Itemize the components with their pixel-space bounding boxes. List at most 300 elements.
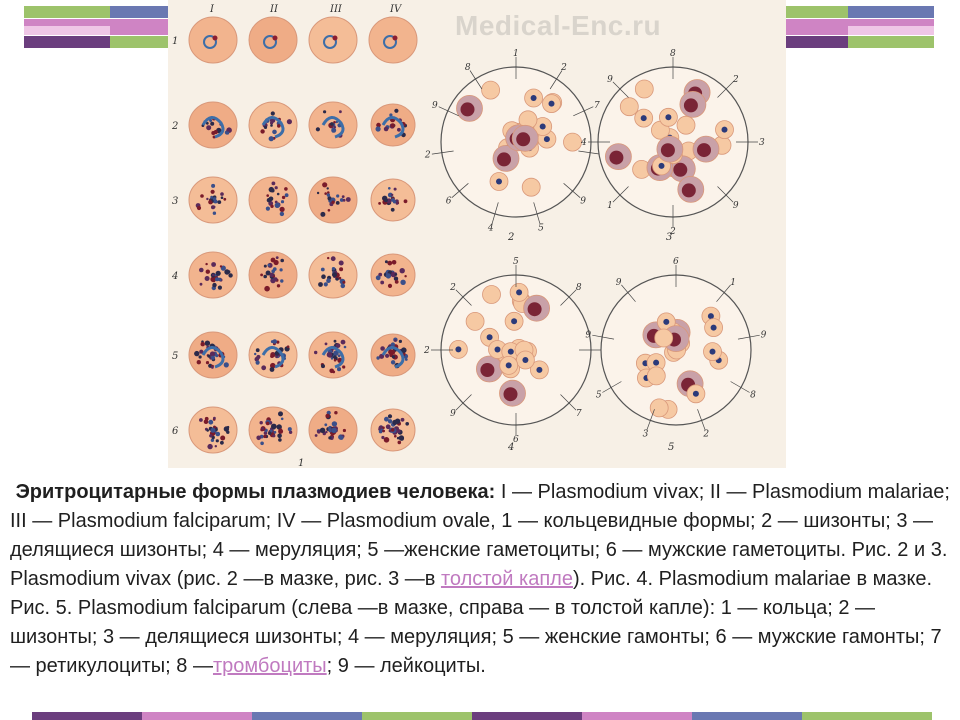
pigment-dot	[334, 359, 337, 362]
pigment-dot	[287, 119, 292, 124]
pigment-dot	[216, 271, 221, 276]
pigment-dot	[386, 424, 391, 429]
leukocyte-nucleus	[684, 98, 698, 112]
parasite-dot	[663, 319, 669, 325]
pigment-dot	[344, 346, 347, 349]
pigment-dot	[388, 284, 392, 288]
pigment-dot	[210, 122, 214, 126]
leukocyte-nucleus	[609, 151, 623, 165]
stripe	[786, 6, 848, 18]
pigment-dot	[343, 429, 346, 432]
pigment-dot	[220, 265, 222, 267]
pigment-dot	[272, 434, 275, 437]
parasite-dot	[511, 318, 517, 324]
pigment-dot	[271, 340, 274, 343]
stripe	[362, 712, 472, 720]
callout-number: 9	[585, 330, 592, 341]
pigment-dot	[343, 199, 346, 202]
pigment-dot	[205, 276, 210, 281]
pigment-dot	[321, 268, 325, 272]
pigment-dot	[206, 361, 209, 364]
blood-cell	[466, 312, 484, 330]
pigment-dot	[327, 193, 330, 196]
pigment-dot	[400, 280, 405, 285]
pigment-dot	[378, 202, 381, 205]
red-blood-cell	[189, 17, 237, 63]
pigment-dot	[339, 261, 344, 266]
row-label: 4	[172, 271, 179, 282]
pigment-dot	[280, 259, 284, 263]
pigment-dot	[384, 127, 389, 132]
pigment-dot	[270, 274, 273, 277]
pigment-dot	[226, 131, 229, 134]
pigment-dot	[334, 126, 336, 128]
pigment-dot	[401, 418, 405, 422]
pigment-dot	[329, 369, 334, 374]
pigment-dot	[280, 268, 283, 271]
callout-number: 6	[673, 257, 679, 267]
chromatin-dot	[333, 36, 338, 41]
pigment-dot	[339, 110, 342, 113]
panel-number: 2	[508, 232, 515, 243]
pigment-dot	[270, 354, 274, 358]
stripe	[142, 712, 252, 720]
pigment-dot	[220, 192, 224, 196]
pigment-dot	[392, 260, 397, 265]
pigment-dot	[382, 430, 385, 433]
pigment-dot	[342, 365, 345, 368]
caption-part-2: ). Рис. 4. Plasmodium malariae в мазке. Рис. 5. Plasmodium falciparum (слева —в мазке, справа — в толстой капле): 1 — кольца; 2 — шизонты; 3 — делящиеся шизонты; 4 — меруляция; 5 — женские гамонты; 6 — мужские гамонты; 7 — ретикулоциты; 8 —	[10, 568, 942, 677]
callout-number: 2	[424, 346, 430, 356]
callout-number: 9	[615, 277, 622, 288]
leukocyte-nucleus	[673, 163, 687, 177]
callout-number: 5	[513, 257, 519, 267]
pigment-dot	[200, 283, 203, 286]
callout-number: 9	[607, 75, 613, 86]
pigment-dot	[324, 423, 327, 426]
pigment-dot	[327, 352, 332, 357]
column-label: IV	[390, 4, 402, 15]
pigment-dot	[336, 194, 339, 197]
pigment-dot	[332, 267, 335, 270]
callout-number: 8	[575, 283, 582, 294]
pigment-dot	[206, 270, 210, 274]
pigment-dot	[341, 284, 346, 289]
callout-number: 4	[581, 138, 587, 148]
panel-number: 5	[668, 442, 675, 453]
row-label: 6	[172, 426, 179, 437]
pigment-dot	[213, 417, 216, 420]
pigment-dot	[391, 208, 395, 212]
pigment-dot	[391, 428, 395, 432]
parasite-dot	[722, 127, 728, 133]
pigment-dot	[270, 367, 275, 372]
pigment-dot	[277, 284, 280, 287]
pigment-dot	[331, 256, 336, 261]
stripe	[848, 36, 934, 48]
pigment-dot	[210, 196, 213, 199]
callout-number: 9	[450, 408, 456, 419]
pigment-dot	[289, 431, 292, 434]
pigment-dot	[339, 277, 342, 280]
pigment-dot	[320, 428, 325, 433]
pigment-dot	[400, 437, 404, 441]
pigment-dot	[206, 429, 209, 432]
callout-number: 5	[538, 223, 544, 234]
pigment-dot	[269, 197, 274, 202]
red-blood-cell	[249, 17, 297, 63]
pigment-dot	[207, 444, 212, 449]
caption-text	[10, 478, 950, 681]
pigment-dot	[275, 355, 278, 358]
illustration-svg	[168, 0, 786, 468]
parasite-dot	[540, 124, 546, 130]
pigment-dot	[278, 438, 282, 442]
parasite-dot	[455, 346, 461, 352]
row-label: 2	[172, 121, 179, 132]
pigment-dot	[397, 429, 401, 433]
pigment-dot	[279, 428, 282, 431]
pigment-dot	[227, 270, 230, 273]
pigment-dot	[261, 365, 266, 370]
pigment-dot	[211, 190, 215, 194]
pigment-dot	[194, 351, 199, 356]
pigment-dot	[216, 439, 219, 442]
pigment-dot	[320, 212, 325, 217]
pigment-dot	[270, 205, 273, 208]
red-blood-cell	[249, 102, 297, 148]
pigment-dot	[280, 207, 285, 212]
pigment-dot	[379, 430, 383, 434]
chromatin-dot	[273, 36, 278, 41]
pigment-dot	[277, 434, 282, 439]
pigment-dot	[206, 125, 211, 130]
pigment-dot	[201, 342, 205, 346]
pigment-dot	[280, 279, 283, 282]
blood-cell	[620, 98, 638, 116]
pigment-dot	[325, 414, 329, 418]
callout-number: 6	[513, 435, 519, 445]
stripe	[848, 6, 934, 18]
pigment-dot	[256, 361, 260, 365]
pigment-dot	[391, 350, 396, 355]
pigment-dot	[260, 421, 263, 424]
stripe	[582, 712, 692, 720]
column-label: I	[210, 4, 214, 15]
leukocyte-nucleus	[682, 183, 696, 197]
pigment-dot	[397, 128, 401, 132]
parasite-dot	[665, 114, 671, 120]
stripe	[692, 712, 802, 720]
caption-title: Эритроцитарные формы плазмодиев человека:	[15, 481, 496, 503]
pigment-dot	[391, 123, 395, 127]
plasmodium-illustration	[168, 0, 786, 468]
pigment-dot	[405, 422, 409, 426]
parasite-dot	[641, 115, 647, 121]
blood-cell	[564, 133, 582, 151]
pigment-dot	[215, 445, 217, 447]
pigment-dot	[271, 424, 277, 430]
pigment-dot	[322, 182, 327, 187]
pigment-dot	[398, 441, 402, 445]
row-label: 5	[172, 351, 179, 362]
pigment-dot	[394, 339, 397, 342]
pigment-dot	[212, 274, 214, 276]
pigment-dot	[206, 198, 208, 200]
pigment-dot	[332, 272, 337, 277]
pigment-dot	[268, 432, 271, 435]
pigment-dot	[277, 124, 281, 128]
stripe	[802, 712, 932, 720]
callout-number: 2	[424, 150, 431, 161]
pigment-dot	[256, 436, 261, 441]
callout-number: 7	[594, 101, 600, 111]
callout-number: 3	[759, 138, 765, 148]
pigment-dot	[199, 268, 204, 273]
pigment-dot	[395, 280, 399, 284]
pigment-dot	[211, 428, 216, 433]
pigment-dot	[321, 364, 325, 368]
pigment-dot	[274, 431, 277, 434]
pigment-dot	[316, 127, 320, 131]
callout-number: 1	[513, 49, 519, 59]
pigment-dot	[209, 434, 212, 437]
callout-number: 9	[432, 101, 438, 111]
pigment-dot	[281, 200, 284, 203]
red-blood-cell	[369, 17, 417, 63]
pigment-dot	[220, 436, 225, 441]
pigment-dot	[213, 206, 216, 209]
stripe	[848, 26, 934, 35]
pigment-dot	[323, 110, 326, 113]
leukocyte-nucleus	[461, 102, 475, 116]
pigment-dot	[387, 261, 392, 266]
pigment-dot	[331, 201, 334, 204]
pigment-dot	[317, 192, 319, 194]
chromatin-dot	[393, 36, 398, 41]
pigment-dot	[270, 124, 273, 127]
pigment-dot	[342, 281, 345, 284]
pigment-dot	[205, 417, 209, 421]
pigment-dot	[212, 283, 216, 287]
blood-cell	[677, 116, 695, 134]
pigment-dot	[338, 354, 341, 357]
pigment-dot	[388, 187, 391, 190]
pigment-dot	[404, 199, 408, 203]
pigment-dot	[341, 340, 346, 345]
pigment-dot	[276, 256, 279, 259]
callout-number: 8	[750, 390, 756, 401]
parasite-dot	[516, 289, 522, 295]
leukocyte-nucleus	[528, 302, 542, 316]
pigment-dot	[331, 428, 336, 433]
pigment-dot	[342, 195, 345, 198]
parasite-dot	[549, 101, 555, 107]
panel-number: 3	[666, 232, 673, 243]
pigment-dot	[336, 201, 340, 205]
pigment-dot	[266, 422, 270, 426]
pigment-dot	[269, 136, 274, 141]
pigment-dot	[334, 411, 337, 414]
pigment-dot	[318, 282, 323, 287]
pigment-dot	[382, 426, 385, 429]
pigment-dot	[394, 273, 397, 276]
pigment-dot	[400, 268, 405, 273]
pigment-dot	[391, 342, 395, 346]
row-label: 3	[172, 196, 179, 207]
pigment-dot	[325, 431, 327, 433]
pigment-dot	[213, 212, 216, 215]
pigment-dot	[315, 434, 318, 437]
pigment-dot	[219, 279, 221, 281]
pigment-dot	[385, 354, 389, 358]
pigment-dot	[213, 197, 217, 201]
parasite-dot	[659, 163, 665, 169]
pigment-dot	[394, 188, 397, 191]
pigment-dot	[200, 194, 204, 198]
stripe	[472, 712, 582, 720]
parasite-dot	[693, 391, 699, 397]
pigment-dot	[263, 435, 266, 438]
blood-cell	[655, 329, 673, 347]
pigment-dot	[220, 441, 224, 445]
pigment-dot	[327, 257, 329, 259]
pigment-dot	[218, 286, 222, 290]
pigment-dot	[224, 362, 229, 367]
callout-number: 9	[760, 330, 767, 341]
pigment-dot	[263, 275, 267, 279]
pigment-dot	[211, 184, 215, 188]
blood-cell	[482, 81, 500, 99]
callout-number: 2	[732, 75, 739, 86]
red-blood-cell	[309, 17, 357, 63]
callout-number: 6	[445, 196, 452, 207]
pigment-dot	[339, 436, 343, 440]
pigment-dot	[391, 194, 393, 196]
pigment-dot	[314, 351, 317, 354]
pigment-dot	[266, 207, 270, 211]
caption-part-3: ; 9 — лейкоциты.	[326, 655, 486, 677]
parasite-dot	[531, 95, 537, 101]
pigment-dot	[199, 355, 202, 358]
pigment-dot	[287, 345, 290, 348]
pigment-dot	[221, 196, 224, 199]
panel-number: 1	[298, 458, 305, 468]
callout-number: 1	[730, 277, 736, 288]
pigment-dot	[380, 281, 384, 285]
pigment-dot	[325, 343, 328, 346]
pigment-dot	[328, 209, 331, 212]
callout-number: 2	[670, 227, 676, 237]
stripe	[32, 712, 142, 720]
pigment-dot	[391, 198, 395, 202]
bottom-decorative-band	[0, 712, 960, 720]
pigment-dot	[211, 356, 215, 360]
pigment-dot	[285, 193, 289, 197]
pigment-dot	[332, 421, 337, 426]
callout-number: 8	[464, 63, 471, 74]
pigment-dot	[384, 198, 388, 202]
callout-number: 2	[561, 63, 567, 74]
platelets-link[interactable]: тромбоциты	[212, 655, 327, 677]
pigment-dot	[266, 194, 269, 197]
pigment-dot	[207, 355, 210, 358]
callout-number: 2	[450, 283, 456, 294]
column-label: II	[270, 4, 278, 15]
pigment-dot	[404, 275, 406, 277]
stripe	[24, 26, 110, 35]
pigment-dot	[386, 273, 391, 278]
pigment-dot	[376, 275, 381, 280]
parasite-dot	[508, 349, 514, 355]
stripe	[24, 6, 110, 18]
pigment-dot	[261, 427, 264, 430]
pigment-dot	[271, 189, 275, 193]
pigment-dot	[271, 111, 275, 115]
pigment-dot	[284, 187, 288, 191]
pigment-dot	[264, 265, 267, 268]
pigment-dot	[214, 130, 218, 134]
pigment-dot	[254, 353, 256, 355]
pigment-dot	[217, 200, 221, 204]
pigment-dot	[389, 430, 392, 433]
pigment-dot	[256, 348, 260, 352]
parasite-dot	[487, 334, 493, 340]
leukocyte-nucleus	[697, 143, 711, 157]
pigment-dot	[199, 418, 203, 422]
pigment-dot	[268, 264, 271, 267]
pigment-dot	[288, 427, 292, 431]
pigment-dot	[339, 267, 343, 271]
leukocyte-nucleus	[497, 152, 511, 166]
thick-drop-link[interactable]: толстой капле	[440, 568, 573, 590]
pigment-dot	[197, 206, 201, 210]
pigment-dot	[330, 122, 334, 126]
pigment-dot	[271, 269, 275, 273]
pigment-dot	[331, 128, 336, 133]
leukocyte-nucleus	[661, 143, 675, 157]
pigment-dot	[260, 442, 264, 446]
pigment-dot	[399, 340, 402, 343]
pigment-dot	[272, 182, 276, 186]
pigment-dot	[281, 418, 284, 421]
parasite-dot	[653, 360, 659, 366]
pigment-dot	[388, 414, 392, 418]
pigment-dot	[376, 126, 381, 131]
pigment-dot	[326, 278, 331, 283]
leukocyte-nucleus	[480, 363, 494, 377]
callout-number: 1	[607, 200, 613, 211]
pigment-dot	[208, 420, 213, 425]
pigment-dot	[392, 420, 397, 425]
pigment-dot	[197, 360, 201, 364]
pigment-dot	[384, 437, 390, 443]
pigment-dot	[321, 274, 326, 279]
pigment-dot	[205, 263, 207, 265]
blood-cell	[483, 286, 501, 304]
pigment-dot	[394, 109, 398, 113]
parasite-dot	[536, 367, 542, 373]
pigment-dot	[260, 274, 263, 277]
pigment-dot	[211, 366, 214, 369]
panel-number: 4	[508, 442, 515, 453]
callout-number: 9	[732, 200, 739, 211]
pigment-dot	[264, 286, 270, 292]
callout-number: 5	[595, 390, 602, 401]
pigment-dot	[391, 360, 395, 364]
pigment-dot	[264, 126, 267, 129]
pigment-dot	[215, 277, 219, 281]
